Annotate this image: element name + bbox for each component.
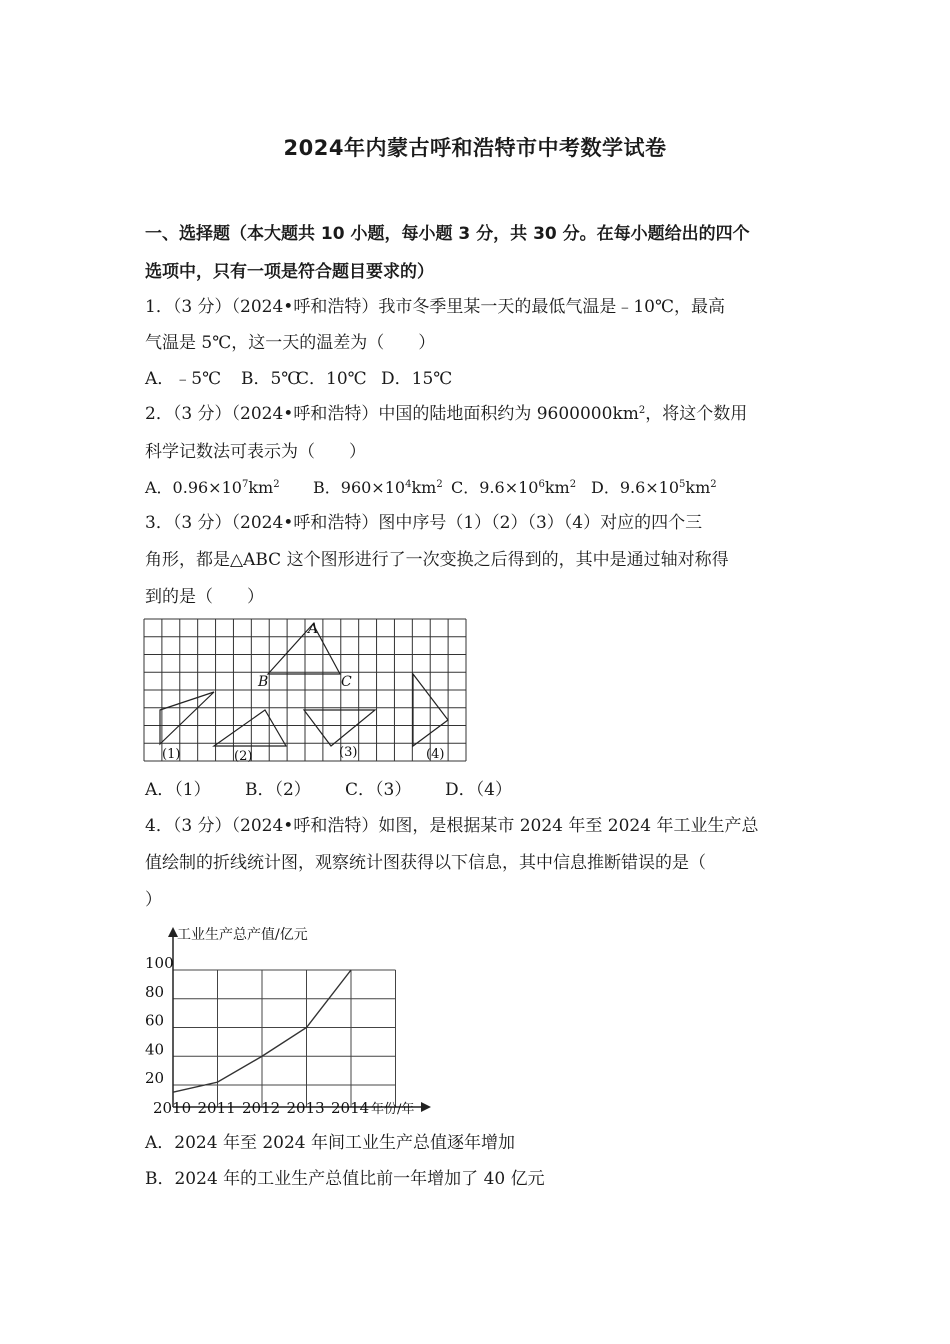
label-b: B xyxy=(258,674,269,690)
q1-option-d: D．15℃ xyxy=(381,369,453,389)
q3-option-a: A．（1） xyxy=(145,780,211,800)
q4-text-line1: 4．（3 分）（2024•呼和浩特）如图，是根据某市 2024 年至 2024 年工业生产总 xyxy=(145,816,759,836)
q2-text-line2: 科学记数法可表示为（ ） xyxy=(145,442,366,462)
triangle-1 xyxy=(160,692,214,744)
x-tick-label: 2010 xyxy=(153,1099,192,1117)
label-1: (1) xyxy=(162,747,181,762)
y-tick-label: 60 xyxy=(145,1011,165,1030)
q1-text-line1: 1．（3 分）（2024•呼和浩特）我市冬季里某一天的最低气温是﹣10℃，最高 xyxy=(145,297,725,317)
section-heading-line2: 选项中，只有一项是符合题目要求的） xyxy=(145,262,434,282)
q2-option-a: A．$0.96\times 10^7km^2$ xyxy=(145,478,280,497)
q2-options xyxy=(145,476,815,500)
x-tick-label: 2014 xyxy=(331,1099,370,1117)
label-a: A xyxy=(308,621,319,637)
label-c: C xyxy=(341,674,352,690)
q2-option-b: B．$960\times 10^4km^2$ xyxy=(313,478,443,497)
triangle-3 xyxy=(304,710,375,746)
q3-option-b: B．（2） xyxy=(245,780,311,800)
x-tick-label: 2011 xyxy=(197,1099,236,1117)
y-axis-label: 工业生产总产值/亿元 xyxy=(177,927,308,943)
section-heading-line1: 一、选择题（本大题共 10 小题，每小题 3 分，共 30 分。在每小题给出的四个 xyxy=(145,224,750,244)
label-4: (4) xyxy=(426,747,445,762)
q3-text-line2: 角形，都是△ABC 这个图形进行了一次变换之后得到的，其中是通过轴对称得 xyxy=(145,550,729,570)
q4-text-line3: ） xyxy=(145,890,162,910)
q1-option-b: B．5℃ xyxy=(241,369,301,389)
q1-option-a: A．﹣5℃ xyxy=(145,369,222,389)
label-2: (2) xyxy=(234,749,253,764)
q2-option-d: D．$9.6\times 10^5km^2$ xyxy=(591,478,717,497)
y-tick-label: 20 xyxy=(145,1069,165,1087)
x-axis-label: 年份/年 xyxy=(371,1102,415,1117)
q4-text-line2: 值绘制的折线统计图，观察统计图获得以下信息，其中信息推断错误的是（ xyxy=(145,853,706,873)
q4-option-b: B．2024 年的工业生产总值比前一年增加了 40 亿元 xyxy=(145,1169,545,1189)
label-3: (3) xyxy=(339,745,358,760)
q2-text-part: ，将这个数用 xyxy=(645,404,748,424)
q1-option-c: C．10℃ xyxy=(296,369,367,389)
x-axis-arrow xyxy=(421,1102,431,1112)
q4-line-chart xyxy=(143,920,443,1120)
q2-superscript: 2 xyxy=(638,405,646,416)
page-title: 2024年内蒙古呼和浩特市中考数学试卷 xyxy=(283,136,667,160)
q1-options xyxy=(145,367,815,391)
y-tick-label: 100 xyxy=(145,954,174,972)
q2-option-c: C．$9.6\times 10^6km^2$ xyxy=(451,478,577,497)
q2-text-line1 xyxy=(145,402,815,426)
q3-text-line1: 3．（3 分）（2024•呼和浩特）图中序号（1）（2）（3）（4）对应的四个三 xyxy=(145,513,703,533)
q3-option-c: C．（3） xyxy=(345,780,412,800)
q3-option-d: D．（4） xyxy=(445,780,512,800)
triangle-2 xyxy=(214,710,286,746)
y-tick-label: 40 xyxy=(145,1040,165,1059)
q2-text-part: 2．（3 分）（2024•呼和浩特）中国的陆地面积约为 9600000km xyxy=(145,404,639,424)
q3-text-line3: 到的是（ ） xyxy=(145,587,264,607)
q4-option-a: A．2024 年至 2024 年间工业生产总值逐年增加 xyxy=(145,1133,516,1153)
q1-text-line2: 气温是 5℃，这一天的温差为（ ） xyxy=(145,333,436,353)
x-tick-label: 2012 xyxy=(242,1099,281,1117)
y-tick-label: 80 xyxy=(145,982,165,1001)
q3-options xyxy=(145,778,815,802)
q3-grid-figure xyxy=(143,618,469,764)
x-tick-label: 2013 xyxy=(286,1099,325,1117)
triangle-abc xyxy=(268,624,340,674)
